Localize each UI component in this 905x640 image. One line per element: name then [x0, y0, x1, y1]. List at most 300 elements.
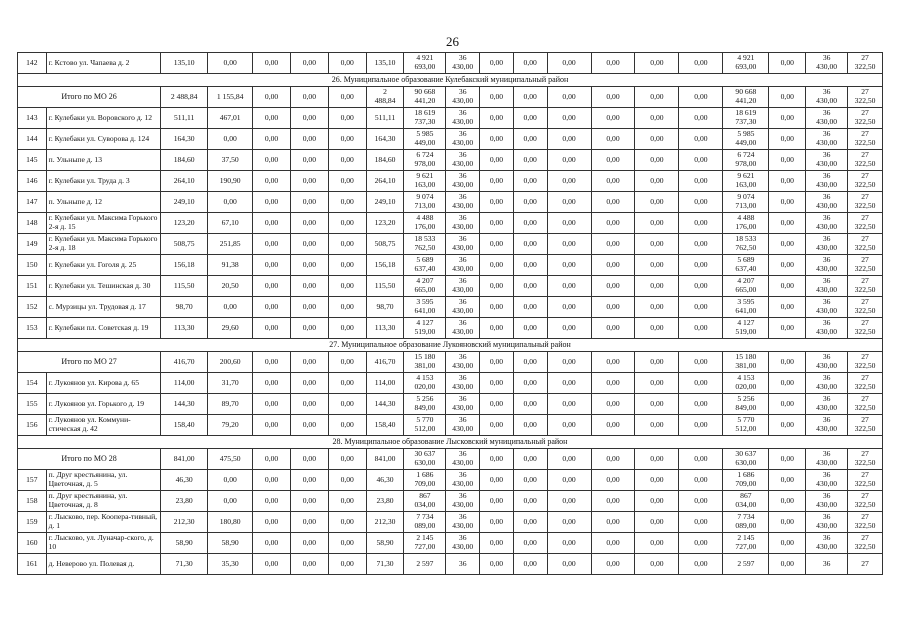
limit-cost-2-cell-line: 322,50 [854, 285, 876, 294]
unit-cost-cell-line: 430,00 [452, 424, 474, 433]
address-cell: г. Лукоянов ул. Горького д. 19 [46, 394, 161, 415]
cost-cell-line: 441,20 [414, 96, 436, 105]
funding-cell: 0,00 [635, 129, 679, 150]
funding-cell: 0,00 [547, 297, 591, 318]
unit-cost-cell-line: 36 [458, 318, 467, 328]
area-cell: 0,00 [328, 108, 366, 129]
funding-cell: 0,00 [635, 554, 679, 575]
limit-cost-cell-line: 36 [822, 558, 831, 568]
cost-cell [404, 394, 446, 415]
other-cell: 0,00 [769, 171, 806, 192]
area-cell: 475,50 [208, 449, 253, 470]
limit-cost-2-cell-line: 27 [861, 352, 869, 362]
funding-cell: 0,00 [591, 352, 635, 373]
limit-cost-2-cell-line: 27 [861, 129, 869, 139]
area-cell: 0,00 [328, 171, 366, 192]
area-cell: 0,00 [328, 150, 366, 171]
funding-cell: 0,00 [547, 491, 591, 512]
funding-cell: 0,00 [513, 276, 547, 297]
total-cost-cell-line: 737,30 [735, 117, 757, 126]
area-cell: 114,00 [161, 373, 208, 394]
total-cost-cell-line: 637,40 [735, 264, 757, 273]
limit-cost-cell [806, 150, 848, 171]
area-cell: 0,00 [290, 512, 328, 533]
total-cost-cell-line: 176,00 [735, 222, 757, 231]
funding-cell: 0,00 [547, 129, 591, 150]
total-cost-cell-line: 449,00 [735, 138, 757, 147]
funding-cell: 0,00 [635, 276, 679, 297]
limit-cost-cell-line: 430,00 [816, 382, 838, 391]
funding-cell: 0,00 [480, 352, 514, 373]
unit-cost-cell-line: 430,00 [452, 458, 474, 467]
area-cell: 0,00 [290, 533, 328, 554]
unit-cost-cell-line: 36 [458, 491, 467, 501]
area-cell: 0,00 [290, 53, 328, 74]
unit-cost-cell-line: 430,00 [452, 382, 474, 391]
funding-cell: 0,00 [480, 533, 514, 554]
cost-cell-line: 737,30 [414, 117, 436, 126]
cost-cell-line: 30 637 [414, 449, 436, 459]
area-cell: 71,30 [366, 554, 404, 575]
cost-cell-line: 4 127 [416, 318, 434, 328]
section-header-row [18, 436, 883, 449]
cost-cell [404, 512, 446, 533]
row-number: 146 [18, 171, 47, 192]
area-cell: 0,00 [328, 53, 366, 74]
limit-cost-2-cell-line: 322,50 [854, 542, 876, 551]
cost-cell-line: 665,00 [414, 285, 436, 294]
limit-cost-cell-line: 36 [822, 192, 831, 202]
funding-cell: 0,00 [679, 533, 723, 554]
limit-cost-2-cell-line: 27 [861, 255, 869, 265]
total-label: Итого по МО 28 [18, 449, 161, 470]
cost-cell [404, 108, 446, 129]
other-cell: 0,00 [769, 470, 806, 491]
other-cell: 0,00 [769, 394, 806, 415]
funding-cell: 0,00 [591, 276, 635, 297]
unit-cost-cell [446, 276, 480, 297]
funding-cell: 0,00 [591, 491, 635, 512]
cost-cell [404, 171, 446, 192]
area-total-cell-line: 416,70 [374, 356, 396, 366]
total-cost-cell-line: 4 127 [737, 318, 755, 328]
limit-cost-cell-line: 430,00 [816, 403, 838, 412]
funding-cell: 0,00 [547, 53, 591, 74]
total-cost-cell-line: 5 256 [737, 394, 755, 404]
funding-cell: 0,00 [480, 192, 514, 213]
unit-cost-cell-line: 430,00 [452, 243, 474, 252]
limit-cost-cell-line: 430,00 [816, 96, 838, 105]
limit-cost-2-cell [848, 470, 883, 491]
funding-cell: 0,00 [513, 318, 547, 339]
total-cost-cell-line: 6 724 [737, 150, 755, 160]
cost-cell-line: 713,00 [414, 201, 436, 210]
unit-cost-cell-line: 430,00 [452, 306, 474, 315]
funding-cell: 0,00 [513, 394, 547, 415]
address-cell: п. Ульныпе д. 12 [46, 192, 161, 213]
limit-cost-cell-line: 36 [822, 108, 831, 118]
area-cell: 416,70 [161, 352, 208, 373]
limit-cost-2-cell-line: 322,50 [854, 327, 876, 336]
unit-cost-cell-line: 430,00 [452, 264, 474, 273]
table-row [18, 373, 883, 394]
area-cell: 0,00 [328, 533, 366, 554]
total-cost-cell [723, 150, 769, 171]
area-cell: 123,20 [161, 213, 208, 234]
unit-cost-cell [446, 470, 480, 491]
address-cell: г. Лукоянов ул. Кирова д. 65 [46, 373, 161, 394]
area-total-cell [366, 449, 404, 470]
area-cell: 0,00 [208, 491, 253, 512]
cost-cell-line: 5 985 [416, 129, 434, 139]
unit-cost-cell-line: 36 [458, 129, 467, 139]
area-cell: 0,00 [328, 234, 366, 255]
area-cell: 0,00 [328, 87, 366, 108]
area-cell: 0,00 [290, 255, 328, 276]
limit-cost-cell-line: 36 [822, 276, 831, 286]
funding-cell: 0,00 [635, 373, 679, 394]
limit-cost-2-cell-line: 322,50 [854, 361, 876, 370]
other-cell: 0,00 [769, 234, 806, 255]
funding-cell: 0,00 [513, 449, 547, 470]
cost-cell-line: 18 533 [414, 234, 436, 244]
cost-cell-line: 519,00 [414, 327, 436, 336]
cost-cell [404, 234, 446, 255]
limit-cost-cell [806, 470, 848, 491]
cost-cell-line: 2 597 [416, 558, 434, 568]
unit-cost-cell-line: 430,00 [452, 361, 474, 370]
area-cell: 0,00 [328, 554, 366, 575]
total-cost-cell [723, 533, 769, 554]
cost-cell-line: 15 180 [414, 352, 436, 362]
address-cell: г. Кулебаки ул. Суворова д. 124 [46, 129, 161, 150]
limit-cost-2-cell [848, 150, 883, 171]
area-cell: 200,60 [208, 352, 253, 373]
area-cell: 212,30 [161, 512, 208, 533]
cost-cell-line: 727,00 [414, 542, 436, 551]
area-cell: 135,10 [161, 53, 208, 74]
limit-cost-cell-line: 430,00 [816, 542, 838, 551]
unit-cost-cell-line: 36 [458, 255, 467, 265]
address-cell: п. Друг крестьянина, ул. Цветочная, д. 8 [46, 491, 161, 512]
total-cost-cell-line: 163,00 [735, 180, 757, 189]
total-cost-cell-line: 630,00 [735, 458, 757, 467]
limit-cost-2-cell-line: 27 [861, 276, 869, 286]
other-cell: 0,00 [769, 352, 806, 373]
funding-cell: 0,00 [480, 554, 514, 575]
area-cell: 508,75 [366, 234, 404, 255]
total-cost-cell-line: 867 [740, 491, 752, 501]
limit-cost-cell-line: 430,00 [816, 117, 838, 126]
funding-cell: 0,00 [679, 491, 723, 512]
total-cost-cell [723, 234, 769, 255]
total-cost-cell-line: 5 770 [737, 415, 755, 425]
area-cell: 264,10 [161, 171, 208, 192]
area-cell: 113,30 [366, 318, 404, 339]
limit-cost-2-cell-line: 27 [861, 150, 869, 160]
total-cost-cell-line: 4 207 [737, 276, 755, 286]
area-cell: 164,30 [161, 129, 208, 150]
funding-cell: 0,00 [635, 150, 679, 171]
cost-cell-line: 637,40 [414, 264, 436, 273]
table-row [18, 297, 883, 318]
area-cell: 0,00 [253, 129, 291, 150]
area-cell: 91,38 [208, 255, 253, 276]
other-cell: 0,00 [769, 108, 806, 129]
limit-cost-cell-line: 430,00 [816, 243, 838, 252]
funding-cell: 0,00 [591, 533, 635, 554]
section-header-row [18, 74, 883, 87]
funding-cell: 0,00 [591, 394, 635, 415]
funding-cell: 0,00 [513, 129, 547, 150]
area-cell: 0,00 [328, 213, 366, 234]
address-cell: д. Неверово ул. Полевая д. [46, 554, 161, 575]
total-cost-cell-line: 7 734 [737, 512, 755, 522]
funding-cell: 0,00 [513, 255, 547, 276]
limit-cost-2-cell-line: 322,50 [854, 403, 876, 412]
limit-cost-2-cell-line: 27 [861, 53, 869, 63]
cost-cell-line: 4 921 [416, 53, 434, 63]
funding-cell: 0,00 [679, 554, 723, 575]
unit-cost-cell [446, 373, 480, 394]
address-cell: г. Кулебаки ул. Максима Горького 2-я д. 18 [46, 234, 161, 255]
funding-cell: 0,00 [679, 108, 723, 129]
area-cell: 29,60 [208, 318, 253, 339]
total-cost-cell [723, 512, 769, 533]
funding-cell: 0,00 [591, 255, 635, 276]
area-cell: 511,11 [366, 108, 404, 129]
limit-cost-2-cell [848, 192, 883, 213]
cost-cell [404, 150, 446, 171]
limit-cost-cell [806, 449, 848, 470]
limit-cost-2-cell [848, 255, 883, 276]
unit-cost-cell-line: 430,00 [452, 500, 474, 509]
funding-cell: 0,00 [635, 87, 679, 108]
funding-cell: 0,00 [591, 373, 635, 394]
total-cost-cell [723, 297, 769, 318]
area-cell: 135,10 [366, 53, 404, 74]
limit-cost-2-cell [848, 318, 883, 339]
cost-cell-line: 163,00 [414, 180, 436, 189]
area-cell: 0,00 [328, 373, 366, 394]
limit-cost-cell-line: 36 [822, 234, 831, 244]
area-total-cell [366, 87, 404, 108]
area-cell: 0,00 [328, 352, 366, 373]
cost-cell [404, 449, 446, 470]
area-cell: 0,00 [328, 512, 366, 533]
limit-cost-2-cell-line: 27 [861, 470, 869, 480]
cost-cell-line: 4 153 [416, 373, 434, 383]
funding-cell: 0,00 [480, 470, 514, 491]
limit-cost-2-cell-line: 27 [861, 87, 869, 97]
area-cell: 20,50 [208, 276, 253, 297]
area-cell: 0,00 [253, 352, 291, 373]
row-number: 157 [18, 470, 47, 491]
funding-cell: 0,00 [513, 533, 547, 554]
total-cost-cell-line: 441,20 [735, 96, 757, 105]
area-cell: 0,00 [253, 234, 291, 255]
total-cost-cell [723, 470, 769, 491]
funding-cell: 0,00 [635, 394, 679, 415]
address-cell: г. Лукоянов ул. Коммуни-стическая д. 42 [46, 415, 161, 436]
total-row [18, 352, 883, 373]
limit-cost-cell-line: 36 [822, 415, 831, 425]
area-cell: 0,00 [290, 276, 328, 297]
row-number: 149 [18, 234, 47, 255]
other-cell: 0,00 [769, 129, 806, 150]
funding-cell: 0,00 [480, 53, 514, 74]
area-total-cell [366, 352, 404, 373]
area-cell: 249,10 [161, 192, 208, 213]
funding-cell: 0,00 [513, 415, 547, 436]
funding-cell: 0,00 [591, 213, 635, 234]
unit-cost-cell [446, 352, 480, 373]
funding-cell: 0,00 [513, 297, 547, 318]
row-number: 143 [18, 108, 47, 129]
address-cell: г. Кулебаки ул. Труда д. 3 [46, 171, 161, 192]
area-cell: 0,00 [290, 491, 328, 512]
limit-cost-2-cell-line: 322,50 [854, 458, 876, 467]
cost-cell-line: 5 689 [416, 255, 434, 265]
other-cell: 0,00 [769, 533, 806, 554]
limit-cost-cell-line: 430,00 [816, 180, 838, 189]
total-cost-cell-line: 020,00 [735, 382, 757, 391]
cost-cell [404, 192, 446, 213]
limit-cost-cell-line: 36 [822, 512, 831, 522]
limit-cost-2-cell [848, 491, 883, 512]
funding-cell: 0,00 [635, 108, 679, 129]
funding-cell: 0,00 [635, 352, 679, 373]
unit-cost-cell-line: 430,00 [452, 62, 474, 71]
funding-cell: 0,00 [547, 150, 591, 171]
area-cell: 0,00 [328, 192, 366, 213]
area-cell: 144,30 [161, 394, 208, 415]
area-cell: 0,00 [253, 213, 291, 234]
unit-cost-cell [446, 234, 480, 255]
funding-cell: 0,00 [679, 318, 723, 339]
limit-cost-cell-line: 430,00 [816, 201, 838, 210]
funding-cell: 0,00 [513, 108, 547, 129]
funding-cell: 0,00 [635, 512, 679, 533]
limit-cost-cell [806, 373, 848, 394]
limit-cost-2-cell [848, 297, 883, 318]
funding-cell: 0,00 [547, 213, 591, 234]
table-row [18, 171, 883, 192]
total-cost-cell-line: 665,00 [735, 285, 757, 294]
area-cell: 0,00 [328, 297, 366, 318]
cost-cell-line: 709,00 [414, 479, 436, 488]
area-cell: 46,30 [161, 470, 208, 491]
funding-cell: 0,00 [480, 108, 514, 129]
limit-cost-2-cell [848, 533, 883, 554]
area-cell: 0,00 [253, 470, 291, 491]
total-cost-cell-line: 5 689 [737, 255, 755, 265]
other-cell: 0,00 [769, 373, 806, 394]
cost-cell [404, 53, 446, 74]
area-cell: 58,90 [208, 533, 253, 554]
limit-cost-2-cell [848, 234, 883, 255]
other-cell: 0,00 [769, 53, 806, 74]
area-cell: 0,00 [328, 449, 366, 470]
limit-cost-2-cell-line: 322,50 [854, 117, 876, 126]
limit-cost-cell [806, 108, 848, 129]
other-cell: 0,00 [769, 276, 806, 297]
cost-cell-line: 849,00 [414, 403, 436, 412]
limit-cost-2-cell-line: 27 [861, 192, 869, 202]
limit-cost-2-cell [848, 373, 883, 394]
cost-cell-line: 867 [419, 491, 431, 501]
funding-cell: 0,00 [547, 533, 591, 554]
funding-cell: 0,00 [679, 192, 723, 213]
area-cell: 841,00 [161, 449, 208, 470]
funding-cell: 0,00 [591, 108, 635, 129]
area-cell: 0,00 [290, 449, 328, 470]
limit-cost-cell-line: 430,00 [816, 285, 838, 294]
address-cell: г. Кулебаки пл. Советская д. 19 [46, 318, 161, 339]
area-total-cell-line: 841,00 [374, 453, 396, 463]
row-number: 155 [18, 394, 47, 415]
unit-cost-cell [446, 297, 480, 318]
funding-cell: 0,00 [480, 150, 514, 171]
limit-cost-cell-line: 36 [822, 491, 831, 501]
limit-cost-2-cell-line: 322,50 [854, 62, 876, 71]
table-row [18, 491, 883, 512]
area-cell: 0,00 [328, 470, 366, 491]
area-cell: 0,00 [328, 394, 366, 415]
funding-cell: 0,00 [679, 255, 723, 276]
row-number: 148 [18, 213, 47, 234]
funding-cell: 0,00 [679, 276, 723, 297]
limit-cost-cell-line: 430,00 [816, 458, 838, 467]
other-cell: 0,00 [769, 318, 806, 339]
total-cost-cell [723, 554, 769, 575]
cost-cell-line: 2 145 [416, 533, 434, 543]
funding-cell: 0,00 [547, 255, 591, 276]
total-cost-cell-line: 9 621 [737, 171, 755, 181]
total-cost-cell-line: 4 921 [737, 53, 755, 63]
limit-cost-cell [806, 234, 848, 255]
limit-cost-2-cell [848, 276, 883, 297]
unit-cost-cell-line: 430,00 [452, 138, 474, 147]
limit-cost-2-cell-line: 27 [861, 373, 869, 383]
limit-cost-cell-line: 36 [822, 255, 831, 265]
area-cell: 0,00 [253, 150, 291, 171]
area-cell: 0,00 [253, 449, 291, 470]
area-cell: 46,30 [366, 470, 404, 491]
table-row [18, 129, 883, 150]
limit-cost-cell-line: 36 [822, 470, 831, 480]
address-cell: г. Кулебаки ул. Гоголя д. 25 [46, 255, 161, 276]
area-cell: 0,00 [328, 318, 366, 339]
unit-cost-cell-line: 36 [458, 373, 467, 383]
funding-cell: 0,00 [547, 318, 591, 339]
other-cell: 0,00 [769, 554, 806, 575]
total-cost-cell-line: 713,00 [735, 201, 757, 210]
total-cost-cell [723, 53, 769, 74]
funding-cell: 0,00 [513, 213, 547, 234]
unit-cost-cell-line: 430,00 [452, 96, 474, 105]
total-cost-cell-line: 2 145 [737, 533, 755, 543]
area-cell: 508,75 [161, 234, 208, 255]
funding-cell: 0,00 [513, 352, 547, 373]
total-cost-cell-line: 641,00 [735, 306, 757, 315]
unit-cost-cell-line: 430,00 [452, 403, 474, 412]
limit-cost-2-cell-line: 322,50 [854, 479, 876, 488]
limit-cost-cell-line: 36 [822, 53, 831, 63]
table-row [18, 255, 883, 276]
cost-cell-line: 020,00 [414, 382, 436, 391]
unit-cost-cell-line: 36 [458, 87, 467, 97]
